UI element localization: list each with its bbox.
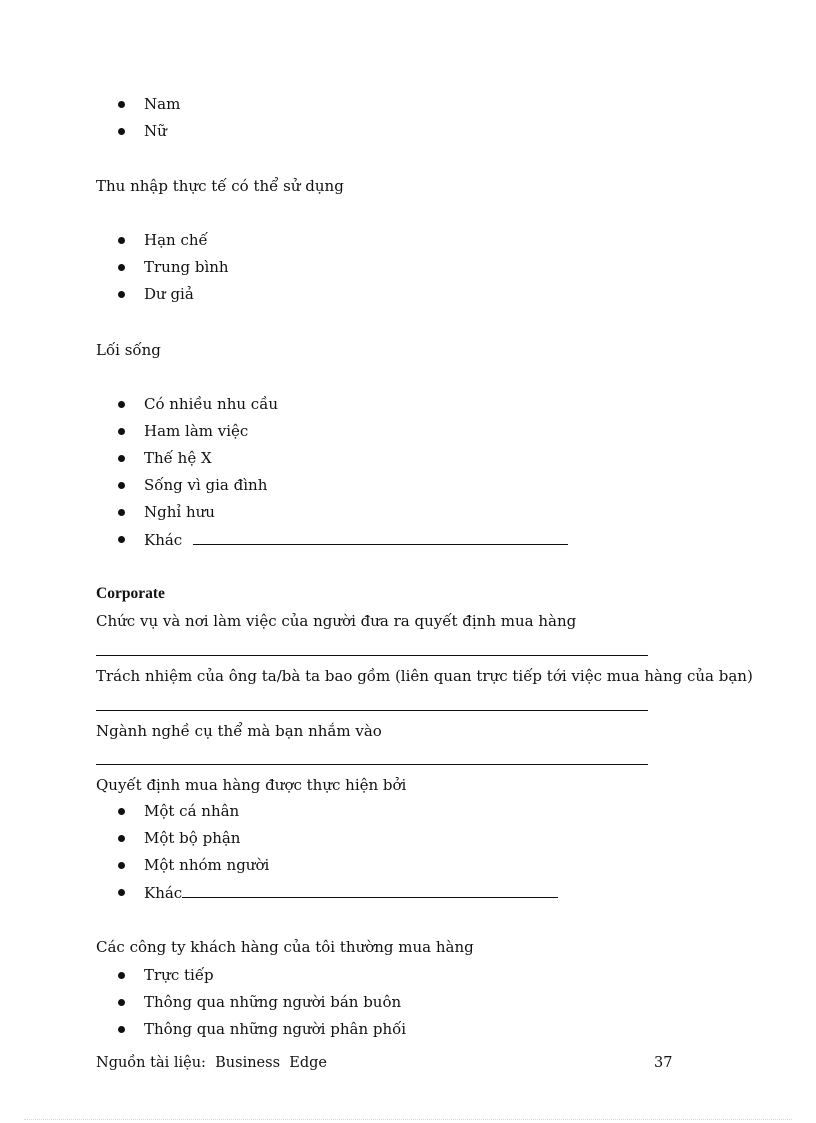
answer-line[interactable]	[96, 710, 648, 711]
other-label: Khác	[144, 884, 183, 902]
bullet-icon	[118, 455, 125, 462]
corporate-title: Corporate	[96, 585, 165, 602]
bullet-icon	[118, 237, 125, 244]
page-bottom-divider	[24, 1119, 792, 1120]
other-label: Khác	[144, 531, 183, 549]
list-item: Một cá nhân	[144, 802, 240, 820]
bullet-icon	[118, 264, 125, 271]
bullet-icon	[118, 428, 125, 435]
question-buying-channel: Các công ty khách hàng của tôi thường mua hàng	[96, 938, 474, 956]
list-item: Thông qua những người bán buôn	[144, 993, 402, 1011]
answer-line[interactable]	[96, 764, 648, 765]
bullet-icon	[118, 862, 125, 869]
question-decision-maker: Chức vụ và nơi làm việc của người đưa ra quyết định mua hàng	[96, 612, 577, 630]
question-purchase-decision: Quyết định mua hàng được thực hiện bởi	[96, 776, 407, 794]
list-item: Dư giả	[144, 285, 194, 303]
question-responsibilities: Trách nhiệm của ông ta/bà ta bao gồm (liên quan trực tiếp tới việc mua hàng của bạn)	[96, 667, 753, 685]
list-item: Thế hệ X	[144, 449, 212, 467]
question-industry: Ngành nghề cụ thể mà bạn nhắm vào	[96, 722, 382, 740]
list-item: Ham làm việc	[144, 422, 249, 440]
list-item: Nghỉ hưu	[144, 503, 215, 521]
bullet-icon	[118, 999, 125, 1006]
list-item: Nữ	[144, 122, 167, 140]
bullet-icon	[118, 1026, 125, 1033]
bullet-icon	[118, 401, 125, 408]
list-item: Thông qua những người phân phối	[144, 1020, 407, 1038]
page-number: 37	[654, 1055, 673, 1071]
other-fill-line[interactable]	[193, 530, 568, 545]
bullet-icon	[118, 291, 125, 298]
bullet-icon	[118, 835, 125, 842]
income-heading: Thu nhập thực tế có thể sử dụng	[96, 177, 344, 195]
lifestyle-heading: Lối sống	[96, 341, 161, 359]
bullet-icon	[118, 509, 125, 516]
list-item: Hạn chế	[144, 231, 208, 249]
bullet-icon	[118, 889, 125, 896]
list-item-other	[144, 530, 568, 549]
bullet-icon	[118, 101, 125, 108]
list-item: Có nhiều nhu cầu	[144, 395, 279, 413]
bullet-icon	[118, 972, 125, 979]
bullet-icon	[118, 482, 125, 489]
bullet-icon	[118, 536, 125, 543]
bullet-icon	[118, 808, 125, 815]
list-item: Một nhóm người	[144, 856, 270, 874]
list-item: Nam	[144, 95, 181, 113]
list-item: Sống vì gia đình	[144, 476, 268, 494]
answer-line[interactable]	[96, 655, 648, 656]
bullet-icon	[118, 128, 125, 135]
list-item-other	[144, 883, 558, 902]
list-item: Trung bình	[144, 258, 229, 276]
list-item: Một bộ phận	[144, 829, 241, 847]
list-item: Trực tiếp	[144, 966, 214, 984]
footer-source: Nguồn tài liệu: Business Edge	[96, 1055, 327, 1071]
other-fill-line[interactable]	[182, 883, 558, 898]
